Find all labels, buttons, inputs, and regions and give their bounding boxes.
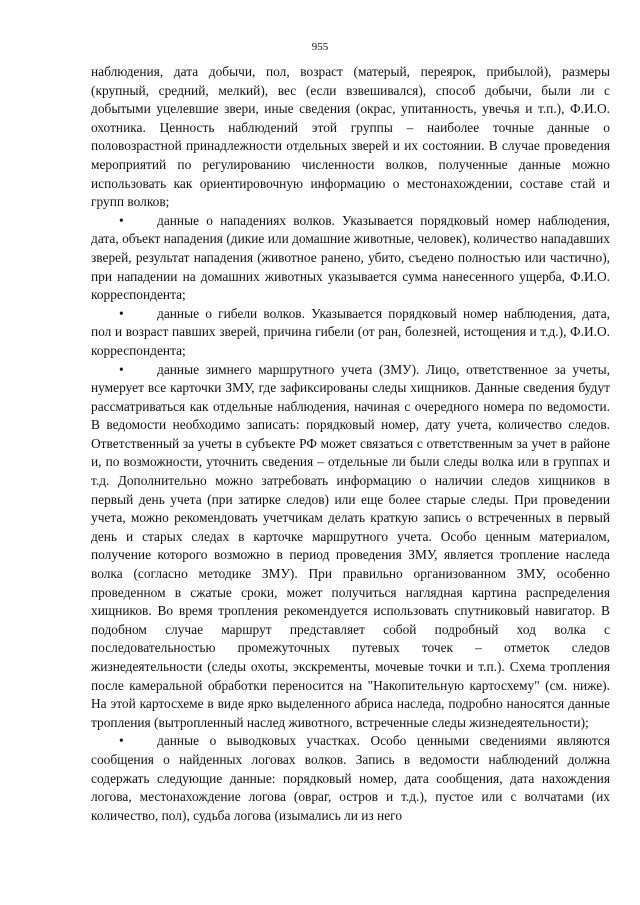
bullet-item-wolf-deaths [91, 305, 610, 361]
bullet-item-text: данные зимнего маршрутного учета (ЗМУ). Лицо, ответственное за учеты, нумерует все карточки ЗМУ, где зафиксированы следы хищников. Данные сведения будут рассматриваться как отдельные наблюдения, начиная с очередного номера по ведомости. В ведомости необходимо записать: порядковый номер, дату учета, количество следов. Ответственный за учеты в субъекте РФ может связаться с ответственным за учет в районе и, по возможности, уточнить сведения – отдельные ли были следы волка или в группах и т.д. Дополнительно можно затребовать информацию о наличии следов хищников в первый день учета (при затирке следов) или еще более старые следы. При проведении учета, можно рекомендовать учетчикам делать краткую запись о встреченных в первый день и старых следах в карточке маршрутного учета. Особо ценным материалом, получение которого возможно в период проведения ЗМУ, является тропление наследа волка (согласно методике ЗМУ). При правильно организованном ЗМУ, особенно проведенном в сжатые сроки, может получиться наглядная картина распределения хищников. Во время тропления рекомендуется использовать спутниковый навигатор. В подобном случае маршрут представляет собой подробный ход волка с последовательностью промежуточных путевых точек – отметок следов жизнедеятельности (следы охоты, экскременты, мочевые точки и т.п.). Схема тропления после камеральной обработки переносится на "Накопительную картосхему" (см. ниже). На этой картосхеме в виде ярко выделенного абриса наследа, подробно наносятся данные тропления (вытропленный наслед животного, встреченные следы жизнедеятельности); [91, 361, 610, 730]
paragraph-continuation [91, 63, 610, 212]
page-number: 955 [311, 41, 329, 53]
bullet-item-text: данные о выводковых участках. Особо ценными сведениями являются сообщения о найденных логовах волков. Запись в ведомости наблюдений должна содержать следующие данные: порядковый номер, дата сообщения, дата нахождения логова, местонахождение логова (овраг, остров и т.д.), пустое или с волчатами (их количество, пол), судьба логова (изымались ли из него [91, 733, 610, 823]
bullet-item-text: данные о нападениях волков. Указывается порядковый номер наблюдения, дата, объект нападения (дикие или домашние животные, человек), количество нападавших зверей, результат нападения (животное ранено, убито, съедено полностью или частично), при нападении на домашних животных указывается сумма нанесенного ущерба, Ф.И.О. корреспондента; [91, 212, 610, 303]
paragraph-text: наблюдения, дата добычи, пол, возраст (матерый, переярок, прибылой), размеры (крупный, средний, мелкий), вес (если взвешивался), способ добычи, были ли с добытыми уцелевшие звери, иные сведения (окрас, упитанность, увечья и т.п.), Ф.И.О. охотника. Ценность наблюдений этой группы – наиболее точные данные о половозрастной принадлежности отдельных зверей и их состоянии. В случае проведения мероприятий по регулированию численности волков, полученные данные можно использовать как ориентировочную информацию о местонахождении, составе стай и групп волков; [91, 64, 610, 210]
bullet-item-text: данные о гибели волков. Указывается порядковый номер наблюдения, дата, пол и возраст павших зверей, причина гибели (от ран, болезней, истощения и т.д.), Ф.И.О. корреспондента; [91, 305, 610, 358]
bullet-item-den-sites [91, 732, 610, 825]
bullet-icon: • [119, 305, 124, 321]
bullet-icon: • [119, 733, 124, 749]
bullet-icon: • [119, 361, 124, 377]
document-body [91, 63, 610, 825]
bullet-item-wolf-attacks [91, 212, 610, 305]
bullet-icon: • [119, 212, 124, 228]
bullet-item-winter-route-count [91, 361, 610, 733]
